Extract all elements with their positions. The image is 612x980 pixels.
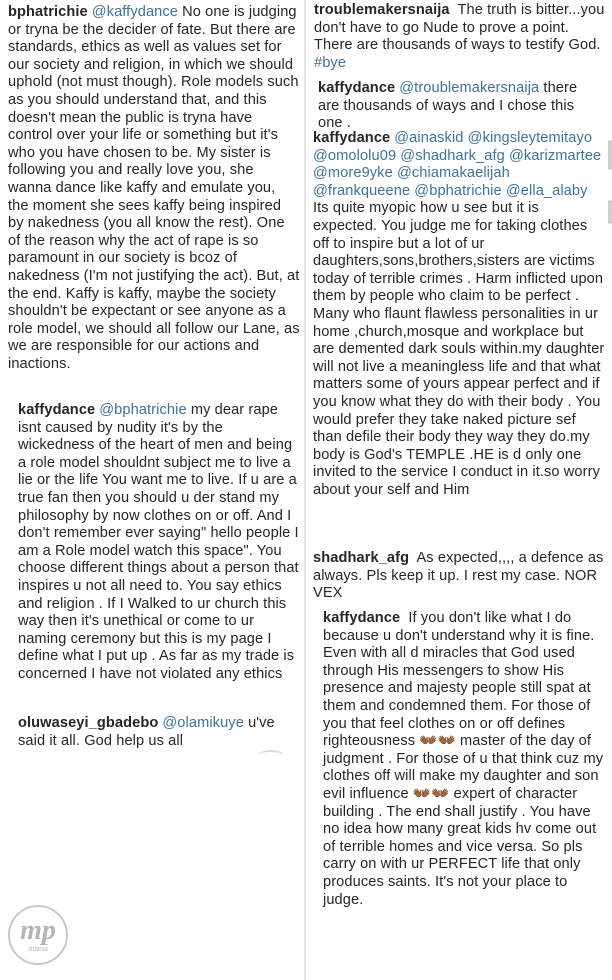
comment-mentions[interactable]: @ainaskid @kingsleytemitayo @omololu09 @shadhark_afg @karizmartee @more9yke @chiamakaelijah @frankqueene @bphatrichie @ella_alaby <box>313 130 602 199</box>
comment-username[interactable]: troublemakersnaija <box>314 2 450 18</box>
comment-username[interactable]: kaffydance <box>18 402 96 418</box>
left-comment-column <box>0 0 304 980</box>
comment-mention[interactable]: @bphatrichie <box>99 402 187 418</box>
scrollbar-thumb[interactable] <box>608 140 612 170</box>
comment-kaffydance-reply <box>18 402 300 684</box>
comment-oluwaseyi <box>18 715 300 750</box>
comment-mention[interactable]: @olamikuye <box>162 715 244 731</box>
comment-hashtag[interactable]: #bye <box>314 54 347 71</box>
comment-bphatrichie <box>8 4 300 373</box>
comment-mention[interactable]: @troublemakersnaija <box>399 80 540 96</box>
watermark-logo-icon: mp mania <box>8 905 68 965</box>
comment-username[interactable]: kaffydance <box>323 610 401 626</box>
right-comment-column <box>306 0 612 980</box>
comment-troublemakersnaija <box>314 2 606 72</box>
comment-text: my dear rape isnt caused by nudity it's by the wickedness of the heart of men and being a role model shouldnt subject me to live a lie or the life You want me to live. If u are a true fan then you should u der stand my philosophy by now clothes on or off. And I don't remember ever saying" hello people I am a Role model watch this space". You choose different things about a person that inspires u not all need to. You say ethics and religion . If I Walked to ur church this way then it's unethical or come to ur naming ceremony but this is my page I define what I put up . As far as my trade is concerned I have not violated any ethics <box>18 402 299 682</box>
comment-text: No one is judging or tryna be the decider of fate. But there are standards, ethics as well as values set for our society and religion, in which we should uphold (not must though). Role models such as you should understand that, and this doesn't mean the public is tryna have control over your life or something but it's who you have chosen to be. My sister is following you and really love you, she wanna dance like kaffy and emulate you, the moment she sees kaffy being inspired by nakedness (you all know the rest). One of the reason why the act of rape is so paramount in our society is bcoz of nakedness (I'm not justifying the act). But, at the end. Kaffy is kaffy, maybe the society shouldn't be expectant or see anyone as a role model, we should all follow our Lane, as we are responsible for our actions and inactions. <box>8 4 300 372</box>
comment-text: Its quite myopic how u see but it is expected. You judge me for taking clothes off to inspire but a lot of ur daughters,sons,brothers,sisters are victims today of terrible crimes . Harm inflicted upon them by people who claim to be perfect . Many who flaunt flawless personalities in ur home ,church,mosque and workplace but are demented dark souls within.my daughter will not live a meaningless life and that what matters some of yours appear perfect and if you know what they do with their body . You would prefer they take naked picture sef than defile their body they way they do.my body is God's TEMPLE .HE is d only one invited to the service I conduct in it.so worry about your self and Him <box>313 200 605 498</box>
comment-kaffydance-3 <box>323 610 605 909</box>
comment-username[interactable]: kaffydance <box>313 130 391 146</box>
loading-spinner-icon <box>258 750 284 762</box>
comment-kaffydance-1 <box>318 80 600 133</box>
comment-username[interactable]: kaffydance <box>318 80 396 96</box>
comment-mention[interactable]: @kaffydance <box>91 4 178 20</box>
comment-text: If you don't like what I do because u don't understand why it is fine. Even with all d miracles that God used through His messengers to show His presence and majesty people still spat at them and condemned them. For those of you that feel clothes on or off defines righteousness 👐🏾👐🏾 master of the day of judgment . For those of u that think cuz my clothes off will make my daughter and son evil influence 👐🏾👐🏾 expert of character building . The end shall justify . You have no idea how many great kids hv come out of terrible homes and vice versa. So pls carry on with ur PERFECT life that only produces saints. It's not your place to judge. <box>323 610 604 908</box>
comment-text: As expected,,,, a defence as always. Pls keep it up. I rest my case. NOR VEX <box>313 550 604 602</box>
comment-kaffydance-2 <box>313 130 605 499</box>
comment-text: there are thousands of ways and I chose this one . <box>318 80 578 132</box>
scrollbar-thumb[interactable] <box>608 200 612 224</box>
comment-text: The truth is bitter...you don't have to go Nude to prove a point. There are thousands of ways to testify God. <box>314 2 605 54</box>
comment-shadhark <box>313 550 605 603</box>
comment-text: u've said it all. God help us all <box>18 715 275 749</box>
comment-username[interactable]: oluwaseyi_gbadebo <box>18 715 159 731</box>
comment-username[interactable]: bphatrichie <box>8 4 88 20</box>
comment-username[interactable]: shadhark_afg <box>313 550 410 566</box>
